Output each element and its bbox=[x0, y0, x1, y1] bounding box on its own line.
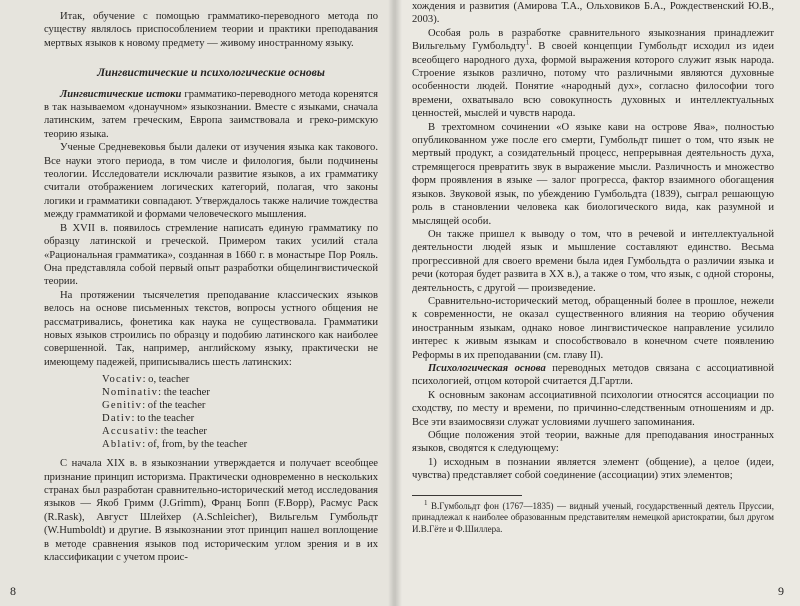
humboldt-paragraph bbox=[412, 27, 774, 121]
case-item bbox=[102, 399, 378, 412]
case-form: : of, from, by the teacher bbox=[142, 439, 248, 451]
left-page bbox=[0, 0, 394, 606]
case-name: Ablativ bbox=[102, 439, 143, 451]
case-form: : the teacher bbox=[155, 426, 207, 438]
humboldt-text-end: . В своей концепции Гумбольдт исходил из идеи всеобщего народного духа, формой выражения которого служит язык народа. Строение языков различно, потому что различными являются духовные особенности людей. Понятие «народный дух», согласно философии того времени, охватывало всю совокупность духовных и интеллектуальных ценностей, мыслей и чувств народа. bbox=[412, 41, 774, 120]
psychological-basis-lead: Психологическая основа bbox=[428, 362, 546, 374]
case-name: Vocativ bbox=[102, 374, 143, 386]
case-name: Dativ bbox=[102, 413, 132, 425]
case-name: Accusativ bbox=[102, 426, 156, 438]
case-item bbox=[102, 412, 378, 425]
case-form: : the teacher bbox=[158, 387, 210, 399]
humboldt-text-start: Особая роль в разработке сравнительного языкознания принадлежит Вильгельму Гумбольдту bbox=[412, 27, 774, 53]
case-item bbox=[102, 425, 378, 438]
classical-languages-paragraph: На протяжении тысячелетия преподавание классических языков велось на основе письменных текстов, вопросы устного общения не рассматривались, фонетика как наука не существовала. Грамматики новых языков строились по образцу и подобию латинского как наиболее совершенной. Так, например, английскому языку, практически не имеющему падежей, приписывались шесть латинских: bbox=[44, 289, 378, 368]
linguistic-origins-paragraph bbox=[44, 88, 378, 142]
page-number-left: 8 bbox=[10, 583, 16, 598]
case-item bbox=[102, 386, 378, 399]
case-name: Genitiv bbox=[102, 400, 143, 412]
language-thought-paragraph: Он также пришел к выводу о том, что в речевой и интеллектуальной деятельности людей язык и мышление составляют единство. Весьма прогрессивной для своего времени была идея Гумбольдта о различии языка и речи (которая будет развита в XX в.), а также о том, что язык, с одной стороны, деятельность, с другой — произведение. bbox=[412, 228, 774, 294]
linguistic-origins-text: грамматико-переводного метода коренятся в так называемом «донаучном» языкознании. Вместе с языками, сначала латинским, затем греческим, Европа заимствовала и греко-римскую теорию языка. bbox=[44, 88, 378, 140]
right-page bbox=[394, 0, 800, 606]
case-form: : o, teacher bbox=[142, 374, 190, 386]
footnote-reference: 1 bbox=[525, 38, 530, 47]
footnote-divider bbox=[412, 495, 522, 496]
page-number-right: 9 bbox=[778, 583, 784, 598]
comparative-method-paragraph: Сравнительно-исторический метод, обращенный более в прошлое, нежели к современности, не оказал существенного влияния на теорию обучения иностранным языкам, однако новое лингвистическое направление усилило интерес к живым языкам и способствовало в конечном счете появлению Реформы в их преподавании (см. главу II). bbox=[412, 295, 774, 361]
psychological-basis-paragraph bbox=[412, 362, 774, 389]
footnote-text: В.Гумбольдт фон (1767—1835) — видный ученый, государственный деятель Пруссии, принадлежал к наиболее образованным представителям немецкой аристократии, был другом И.В.Гёте и Ф.Шиллера. bbox=[412, 500, 774, 534]
historicism-paragraph: С начала XIX в. в языкознании утверждается и получает всеобщее признание принцип историзма. Практически одновременно в нескольких странах был разработан сравнительно-исторический метод исследования языков — Якоб Гримм (J.Grimm), Франц Бопп (F.Bopp), Расмус Раск (R.Rask), Август Шлейхер (A.Schleicher), Вильгельм Гумбольдт (W.Humboldt) и другие. В языкознании этот принцип нашел воплощение в методе сравнения языков под историческим углом зрения и в их классификации с учетом проис- bbox=[44, 458, 378, 563]
footnote-mark: 1 bbox=[424, 498, 428, 507]
provision-item-1: 1) исходным в познании является элемент (общение), а целое (идеи, чувства) представляет собой соединение (ассоциации) этих элементов; bbox=[412, 456, 774, 482]
case-form: : of the teacher bbox=[142, 400, 206, 412]
footnote bbox=[412, 498, 774, 536]
intro-paragraph: Итак, обучение с помощью грамматико-переводного метода по существу являлось приспособлением теории и практики преподавания мертвых языков к новому предмету — живому иностранному языку. bbox=[44, 11, 378, 49]
continuation-paragraph: хождения и развития (Амирова Т.А., Ольховиков Б.А., Рождественский Ю.В., 2003). bbox=[412, 1, 774, 26]
port-royal-paragraph: В XVII в. появилось стремление написать единую грамматику по образцу латинской и греческой. Примером таких усилий стала «Рациональная грамматика», созданная в 1660 г. в монастыре Пор Рояль. Она представляла собой первый опыт разработки общелингвистической теории. bbox=[44, 222, 378, 288]
section-heading: Лингвистические и психологические основы bbox=[97, 66, 325, 80]
association-laws-paragraph: К основным законам ассоциативной психологии относятся ассоциации по сходству, по месту и времени, по причинно-следственным отношениям и др. Все эти взаимосвязи служат условиями лучшего запоминания. bbox=[412, 389, 774, 428]
case-item bbox=[102, 438, 378, 451]
case-name: Nominativ bbox=[102, 387, 159, 399]
kawi-paragraph: В трехтомном сочинении «О языке кави на острове Ява», полностью опубликованном уже после его смерти, Гумбольдт пишет о том, что язык не мертвый продукт, а созидательный процесс, непрерывная деятельность духа, стремящегося превратить звук в выражение мысли. Различность и множество форм проявления в языке — залог прогресса, фактор взаимного обогащения языков. Звуковой язык, по убеждению Гумбольдта (1839), сыграл решающую роль в становлении человека как биологического вида, как разумной и мыслящей особи. bbox=[412, 121, 774, 227]
middle-ages-paragraph: Ученые Средневековья были далеки от изучения языка как такового. Все науки этого периода, в том числе и филология, были подчинены теологии. Исследователи исключали развитие языков, а их грамматику считали отображением логических категорий, полагая, что законы логики и грамматики совпадают. Утверждалось также наличие тождества между грамматикой и формами человеческого мышления. bbox=[44, 142, 378, 221]
linguistic-origins-lead: Лингвистические истоки bbox=[60, 88, 182, 100]
theory-provisions-paragraph: Общие положения этой теории, важные для преподавания иностранных языков, сводятся к следующему: bbox=[412, 430, 774, 455]
psychological-basis-text: переводных методов связана с ассоциативной психологией, отцом которой считается Д.Гартли. bbox=[412, 362, 775, 388]
case-item bbox=[102, 373, 378, 386]
latin-cases-list bbox=[102, 373, 378, 451]
case-form: : to the teacher bbox=[131, 413, 195, 425]
